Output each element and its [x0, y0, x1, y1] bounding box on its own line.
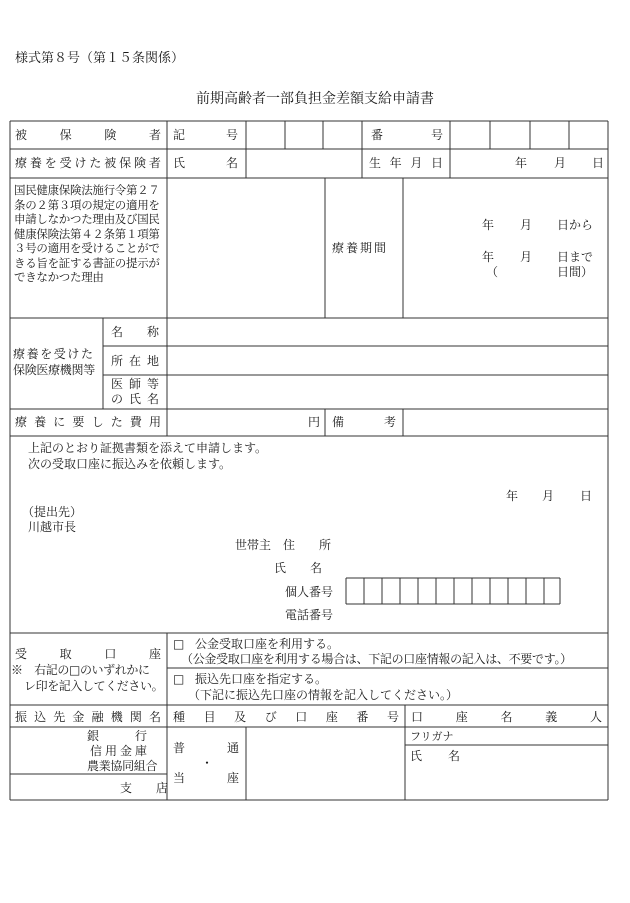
doctor-label-2: の 氏 名 [111, 392, 159, 406]
insured-number-box-1[interactable] [451, 122, 489, 148]
personal-number-label: 個人番号 [285, 585, 334, 599]
phone-field[interactable] [340, 605, 600, 627]
institution-label-1: 療養を受けた [13, 347, 95, 361]
insured-number-box-2[interactable] [491, 122, 529, 148]
application-year: 年 [506, 489, 519, 503]
head-address-field[interactable] [340, 533, 600, 555]
application-day: 日 [580, 489, 593, 503]
holder-name-label: 氏 名 [410, 749, 460, 763]
insured-number-label: 番 号 [371, 128, 443, 142]
patient-label: 療 養 を 受 け た 被 保 険 者 [15, 156, 161, 170]
option2-note: （下記に振込先口座の情報を記入してください。） [188, 688, 459, 702]
form-title: 前期高齢者一部負担金差額支給申請書 [196, 91, 434, 107]
option1-note: （公金受取口座を利用する場合は、下記の口座情報の記入は、不要です。） [181, 652, 572, 666]
insured-code-box-3[interactable] [324, 122, 361, 148]
institution-label-2: 保険医療機関等 [13, 363, 95, 377]
period-from-year: 年 [482, 218, 495, 232]
option1-checkbox[interactable]: □ [173, 637, 185, 651]
period-to-year: 年 [482, 250, 495, 264]
account-type-current[interactable]: 当 座 [173, 771, 239, 785]
dob-month: 月 [554, 156, 567, 170]
mayor-label: 川越市長 [28, 520, 77, 534]
patient-name-field[interactable] [247, 150, 361, 177]
branch-label: 支 店 [120, 781, 169, 795]
period-days-open: （ [486, 265, 499, 279]
applicant-name-field[interactable] [340, 556, 600, 576]
institution-name-field[interactable] [168, 319, 607, 345]
bank-name-field[interactable] [11, 728, 81, 773]
insured-label: 被 保 険 者 [15, 128, 161, 142]
account-type-dot: ・ [201, 756, 214, 770]
period-days-close: 日間） [557, 265, 594, 279]
branch-name-field[interactable] [11, 775, 111, 799]
period-to-month: 月 [520, 250, 533, 264]
bank-type-nokyo: 農業協同組合 [87, 759, 158, 773]
patient-dob-label: 生 年 月 日 [369, 156, 443, 170]
cost-label: 療 養 に 要 し た 費 用 [15, 415, 161, 429]
insured-code-label: 記 号 [173, 128, 238, 142]
head-address-label: 世帯主 住 所 [235, 538, 332, 552]
cost-unit: 円 [308, 415, 321, 429]
remarks-field[interactable] [404, 410, 607, 435]
insured-number-box-3[interactable] [531, 122, 568, 148]
phone-label: 電話番号 [285, 608, 334, 622]
account-label: 受 取 口 座 [15, 647, 161, 661]
reason-field[interactable] [168, 179, 324, 317]
dob-year: 年 [515, 156, 528, 170]
patient-name-label: 氏 名 [173, 156, 238, 170]
bank-type-shinkin: 信用金庫 [90, 744, 151, 758]
insured-code-box-1[interactable] [247, 122, 284, 148]
option2-checkbox[interactable]: □ [173, 672, 185, 686]
remarks-label: 備 考 [332, 415, 396, 429]
submit-to-label: （提出先） [22, 505, 83, 519]
period-from-month: 月 [520, 218, 533, 232]
account-note-2: レ印を記入してください。 [24, 679, 164, 693]
doctor-label-1: 医 師 等 [111, 377, 159, 391]
cost-field[interactable] [168, 410, 306, 435]
treatment-period-label: 療養期間 [332, 241, 389, 255]
account-type-ordinary[interactable]: 普 通 [173, 741, 239, 755]
option2-label: 振込先口座を指定する。 [195, 672, 328, 686]
insured-code-box-2[interactable] [286, 122, 322, 148]
account-note-1: ※ 右記の□のいずれかに [11, 663, 150, 677]
holder-name-field[interactable] [465, 746, 607, 799]
applicant-name-label: 氏 名 [274, 561, 323, 575]
application-line-1: 上記のとおり証拠書類を添えて申請します。 [28, 441, 268, 455]
reason-label: 国民健康保険法施行令第２７条の２第３項の規定の適用を申請しなかつた理由及び国民健康保険法第４２条第１項第３号の適用を受けることができる旨を証する書証の提示ができなかつた理由 [14, 183, 160, 284]
insured-number-box-4[interactable] [570, 122, 607, 148]
account-number-field[interactable] [247, 728, 404, 799]
doctor-name-field[interactable] [168, 376, 607, 408]
account-type-header: 種 目 及 び 口 座 番 号 [173, 710, 399, 724]
institution-name-label: 名 称 [111, 325, 159, 339]
application-month: 月 [542, 489, 555, 503]
period-from-day: 日から [557, 218, 594, 232]
personal-number-field[interactable] [347, 579, 559, 603]
option1-label: 公金受取口座を利用する。 [195, 637, 340, 651]
furigana-field[interactable] [460, 728, 607, 744]
period-to-day: 日まで [557, 250, 594, 264]
account-holder-header: 口 座 名 義 人 [411, 710, 602, 724]
dob-day: 日 [592, 156, 605, 170]
bank-header: 振 込 先 金 融 機 関 名 [15, 710, 161, 724]
institution-address-label: 所 在 地 [111, 354, 159, 368]
bank-type-bank: 銀 行 [87, 729, 148, 743]
institution-address-field[interactable] [168, 347, 607, 374]
furigana-label: フリガナ [410, 730, 454, 743]
application-line-2: 次の受取口座に振込みを依頼します。 [28, 457, 232, 471]
form-number: 様式第８号（第１５条関係） [15, 51, 185, 66]
